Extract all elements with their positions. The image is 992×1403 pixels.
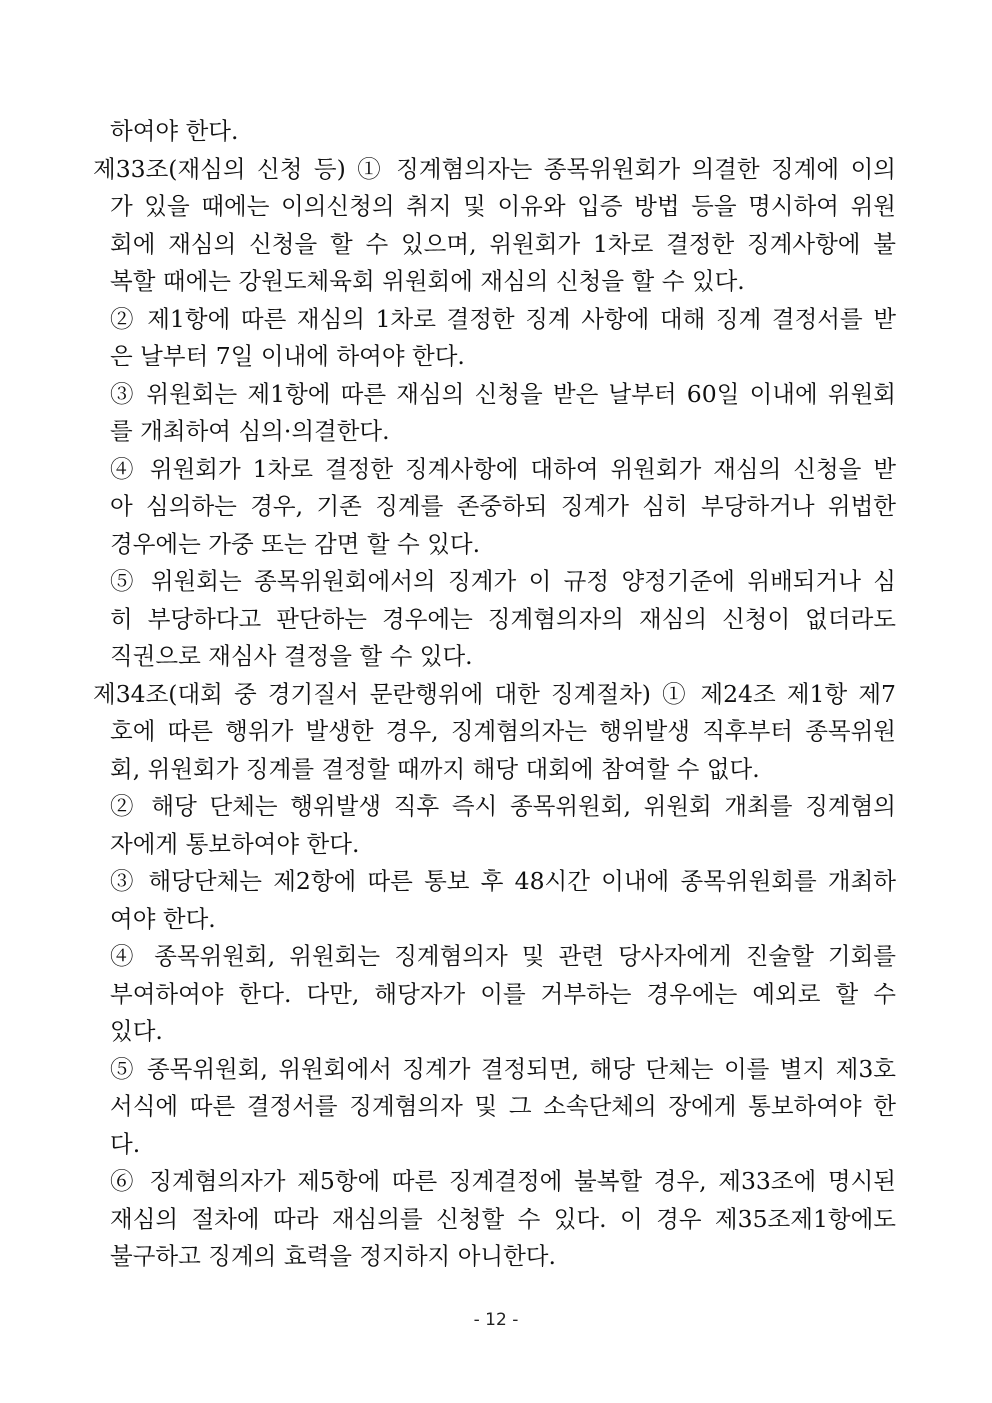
text-line: 여야 한다.: [110, 904, 216, 933]
clause-line: ⑥ 징계혐의자가 제5항에 따른 징계결정에 불복할 경우, 제33조에 명시된: [110, 1167, 896, 1195]
article-heading-33: 제33조(재심의 신청 등) ① 징계혐의자는 종목위원회가 의결한 징계에 이의: [93, 154, 896, 183]
text-line: 를 개최하여 심의·의결한다.: [110, 417, 390, 445]
text-line: 아 심의하는 경우, 기존 징계를 존중하되 징계가 심히 부당하거나 위법한: [110, 492, 896, 520]
clause-line: ③ 위원회는 제1항에 따른 재심의 신청을 받은 날부터 60일 이내에 위원회: [110, 379, 896, 408]
text-line: 자에게 통보하여야 한다.: [110, 829, 360, 858]
clause-line: ② 해당 단체는 행위발생 직후 즉시 종목위원회, 위원회 개최를 징계혐의: [110, 792, 896, 820]
text-line: 가 있을 때에는 이의신청의 취지 및 이유와 입증 방법 등을 명시하여 위원: [110, 192, 896, 220]
text-line: 다.: [110, 1129, 141, 1158]
clause-line: ③ 해당단체는 제2항에 따른 통보 후 48시간 이내에 종목위원회를 개최하: [110, 867, 896, 895]
text-line: 은 날부터 7일 이내에 하여야 한다.: [110, 342, 465, 370]
text-line: 하여야 한다.: [110, 117, 239, 145]
text-line: 호에 따른 행위가 발생한 경우, 징계혐의자는 행위발생 직후부터 종목위원: [110, 717, 896, 745]
text-line: 불구하고 징계의 효력을 정지하지 아니한다.: [110, 1242, 556, 1270]
text-line: 경우에는 가중 또는 감면 할 수 있다.: [110, 529, 481, 558]
clause-line: ④ 종목위원회, 위원회는 징계혐의자 및 관련 당사자에게 진술할 기회를: [110, 942, 896, 970]
clause-line: ② 제1항에 따른 재심의 1차로 결정한 징계 사항에 대해 징계 결정서를 받: [110, 304, 896, 333]
text-line: 복할 때에는 강원도체육회 위원회에 재심의 신청을 할 수 있다.: [110, 267, 745, 295]
text-line: 서식에 따른 결정서를 징계혐의자 및 그 소속단체의 장에게 통보하여야 한: [110, 1092, 896, 1120]
text-line: 재심의 절차에 따라 재심의를 신청할 수 있다. 이 경우 제35조제1항에도: [110, 1204, 896, 1233]
text-line: 있다.: [110, 1017, 163, 1045]
clause-line: ⑤ 위원회는 종목위원회에서의 징계가 이 규정 양정기준에 위배되거나 심: [110, 567, 896, 595]
article-heading-34: 제34조(대회 중 경기질서 문란행위에 대한 징계절차) ① 제24조 제1항 제7: [93, 679, 896, 708]
page-number: - 12 -: [473, 1310, 519, 1330]
clause-line: ⑤ 종목위원회, 위원회에서 징계가 결정되면, 해당 단체는 이를 별지 제3호: [110, 1054, 896, 1083]
text-line: 회, 위원회가 징계를 결정할 때까지 해당 대회에 참여할 수 없다.: [110, 754, 760, 783]
text-line: 히 부당하다고 판단하는 경우에는 징계혐의자의 재심의 신청이 없더라도: [110, 604, 896, 633]
clause-line: ④ 위원회가 1차로 결정한 징계사항에 대하여 위원회가 재심의 신청을 받: [110, 454, 896, 483]
text-line: 직권으로 재심사 결정을 할 수 있다.: [110, 642, 473, 670]
text-line: 부여하여야 한다. 다만, 해당자가 이를 거부하는 경우에는 예외로 할 수: [110, 979, 896, 1008]
text-line: 회에 재심의 신청을 할 수 있으며, 위원회가 1차로 결정한 징계사항에 불: [110, 229, 896, 258]
